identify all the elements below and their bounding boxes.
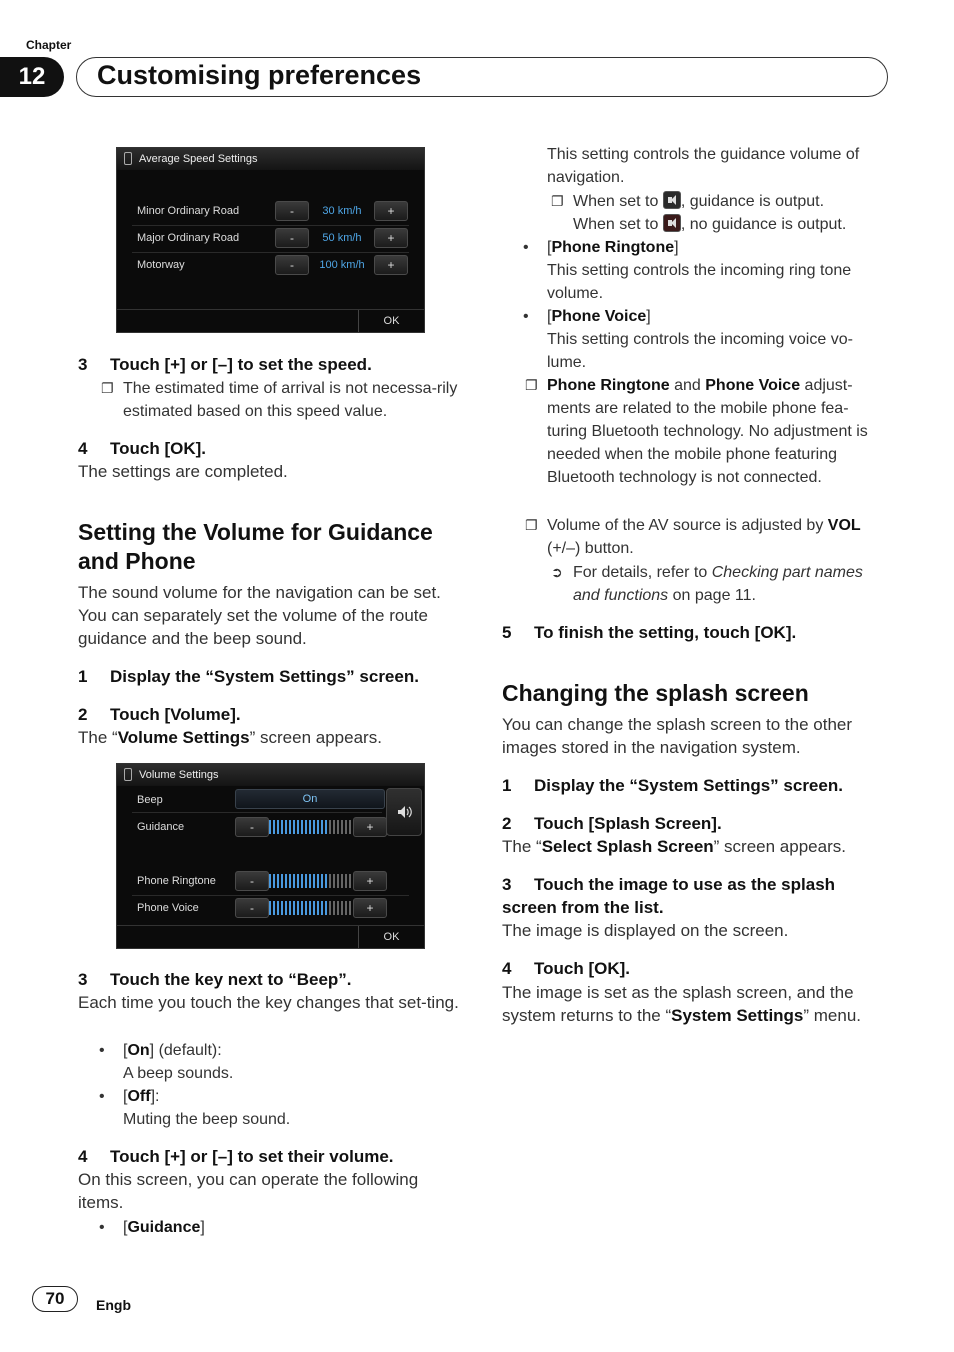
guidance-on-note: ❐ When set to , guidance is output. [573, 190, 893, 213]
average-speed-screenshot [116, 147, 425, 333]
plus-button: + [374, 255, 408, 275]
row-label: Minor Ordinary Road [137, 205, 240, 217]
row-label-beep: Beep [137, 794, 163, 806]
language-code: Engb [96, 1297, 131, 1313]
plus-button: + [353, 871, 387, 891]
screenshot-title: Average Speed Settings [139, 153, 258, 165]
row-label-guidance: Guidance [137, 821, 185, 833]
volume-level-bar [269, 820, 329, 834]
volume-level-bar [269, 901, 329, 915]
speed-value: 100 km/h [319, 259, 365, 271]
ok-button: OK [358, 926, 424, 948]
screenshot-title: Volume Settings [139, 769, 219, 781]
speaker-button [386, 788, 422, 836]
divider [132, 252, 409, 253]
bullet-icon: • [523, 308, 529, 325]
row-label: Major Ordinary Road [137, 232, 240, 244]
divider [132, 225, 409, 226]
step-2-splash: 2 Touch [Splash Screen]. [502, 814, 722, 833]
note-mark-icon: ❐ [551, 193, 564, 209]
plus-button: + [353, 898, 387, 918]
note-bluetooth: ❐ Phone Ringtone and Phone Voice adjust-ments are related to the mobile phone fea-turing Bluetooth technology. No adjustment is needed when the mobile phone featuring Bluetooth technology is not connected. [547, 374, 887, 489]
step-3-image-desc: The image is displayed on the screen. [502, 921, 789, 940]
reference-note: ➲ For details, refer to Checking part names and functions on page 11. [573, 561, 893, 607]
section-heading-volume: Setting the Volume for Guidance and Phone [78, 519, 433, 574]
section-heading-splash: Changing the splash screen [502, 680, 809, 706]
minus-button: - [235, 871, 269, 891]
minus-button: - [235, 817, 269, 837]
speed-value: 30 km/h [322, 205, 362, 217]
step-4-desc: On this screen, you can operate the following items. [78, 1170, 419, 1212]
option-on-desc: A beep sounds. [123, 1065, 234, 1082]
step-4-ok: 4 Touch [OK]. [78, 439, 206, 458]
screenshot-title-bar [117, 764, 424, 786]
minus-button: - [275, 228, 309, 248]
volume-level-bar [269, 874, 329, 888]
bullet-icon: • [99, 1088, 105, 1105]
step-4-result: The settings are completed. [78, 462, 288, 481]
guidance-desc: This setting controls the guidance volume of navigation. [547, 146, 860, 186]
speaker-on-icon [663, 191, 681, 209]
option-off-desc: Muting the beep sound. [123, 1111, 291, 1128]
step-1-display: 1 Display the “System Settings” screen. [502, 776, 843, 795]
item-guidance: • [Guidance] [123, 1216, 463, 1239]
minus-button: - [235, 898, 269, 918]
step-4-ok: 4 Touch [OK]. [502, 959, 630, 978]
plus-button: + [374, 228, 408, 248]
page-number: 70 [32, 1286, 78, 1312]
step-3-desc: Each time you touch the key changes that set-ting. [78, 993, 459, 1012]
step-2-volume: 2 Touch [Volume]. [78, 705, 241, 724]
step-5-finish: 5 To finish the setting, touch [OK]. [502, 623, 797, 642]
row-label-ringtone: Phone Ringtone [137, 875, 216, 887]
speaker-mute-icon [663, 214, 681, 232]
arrow-icon: ➲ [551, 564, 563, 580]
minus-button: - [275, 201, 309, 221]
plus-button: + [374, 201, 408, 221]
settings-icon [124, 152, 132, 165]
guidance-off-note: When set to , no guidance is output. [573, 216, 847, 233]
voice-desc: This setting controls the incoming voice vo-lume. [547, 331, 853, 371]
volume-remaining-bar [329, 901, 351, 915]
volume-remaining-bar [329, 820, 351, 834]
note-eta: ❐ The estimated time of arrival is not necessa-rily estimated based on this speed value. [123, 377, 468, 423]
ok-button: OK [358, 310, 424, 332]
volume-intro: The sound volume for the navigation can be set. You can separately set the volume of the route guidance and the beep sound. [78, 583, 441, 648]
chapter-label: Chapter [26, 38, 72, 52]
bullet-icon: • [523, 239, 529, 256]
option-on: • [On] (default): [123, 1039, 463, 1062]
step-3-beep: 3 Touch the key next to “Beep”. [78, 970, 352, 989]
volume-remaining-bar [329, 874, 351, 888]
settings-icon [124, 768, 132, 781]
speed-value: 50 km/h [322, 232, 362, 244]
note-mark-icon: ❐ [101, 380, 114, 396]
step-3-speed: 3 Touch [+] or [–] to set the speed. [78, 355, 372, 374]
minus-button: - [275, 255, 309, 275]
divider [132, 812, 382, 813]
plus-button: + [353, 817, 387, 837]
item-ringtone: • [Phone Ringtone] [547, 236, 887, 259]
row-label-voice: Phone Voice [137, 902, 199, 914]
step-2-result: The “Volume Settings” screen appears. [78, 728, 382, 747]
option-off: • [Off]: [123, 1085, 463, 1108]
screenshot-title-bar [117, 148, 424, 170]
chapter-title: Customising preferences [97, 60, 422, 90]
chapter-number: 12 [0, 57, 64, 97]
note-av-volume: ❐ Volume of the AV source is adjusted by VOL (+/–) button. [547, 514, 887, 560]
divider [132, 895, 409, 896]
note-mark-icon: ❐ [525, 517, 538, 533]
beep-value-field: On [235, 789, 385, 809]
note-mark-icon: ❐ [525, 377, 538, 393]
volume-settings-screenshot [116, 763, 425, 949]
splash-intro: You can change the splash screen to the other images stored in the navigation system. [502, 715, 853, 757]
bullet-icon: • [99, 1219, 105, 1236]
bullet-icon: • [99, 1042, 105, 1059]
step-4-volume: 4 Touch [+] or [–] to set their volume. [78, 1147, 394, 1166]
step-3-image: 3 Touch the image to use as the splash screen from the list. [502, 875, 836, 917]
step-4-splash-result: The image is set as the splash screen, and the system returns to the “System Settings” menu. [502, 983, 862, 1025]
ringtone-desc: This setting controls the incoming ring tone volume. [547, 262, 852, 302]
step-1-display: 1 Display the “System Settings” screen. [78, 667, 419, 686]
speaker-icon [397, 805, 413, 819]
item-voice: • [Phone Voice] [547, 305, 887, 328]
row-label: Motorway [137, 259, 185, 271]
step-2-splash-result: The “Select Splash Screen” screen appears. [502, 837, 846, 856]
